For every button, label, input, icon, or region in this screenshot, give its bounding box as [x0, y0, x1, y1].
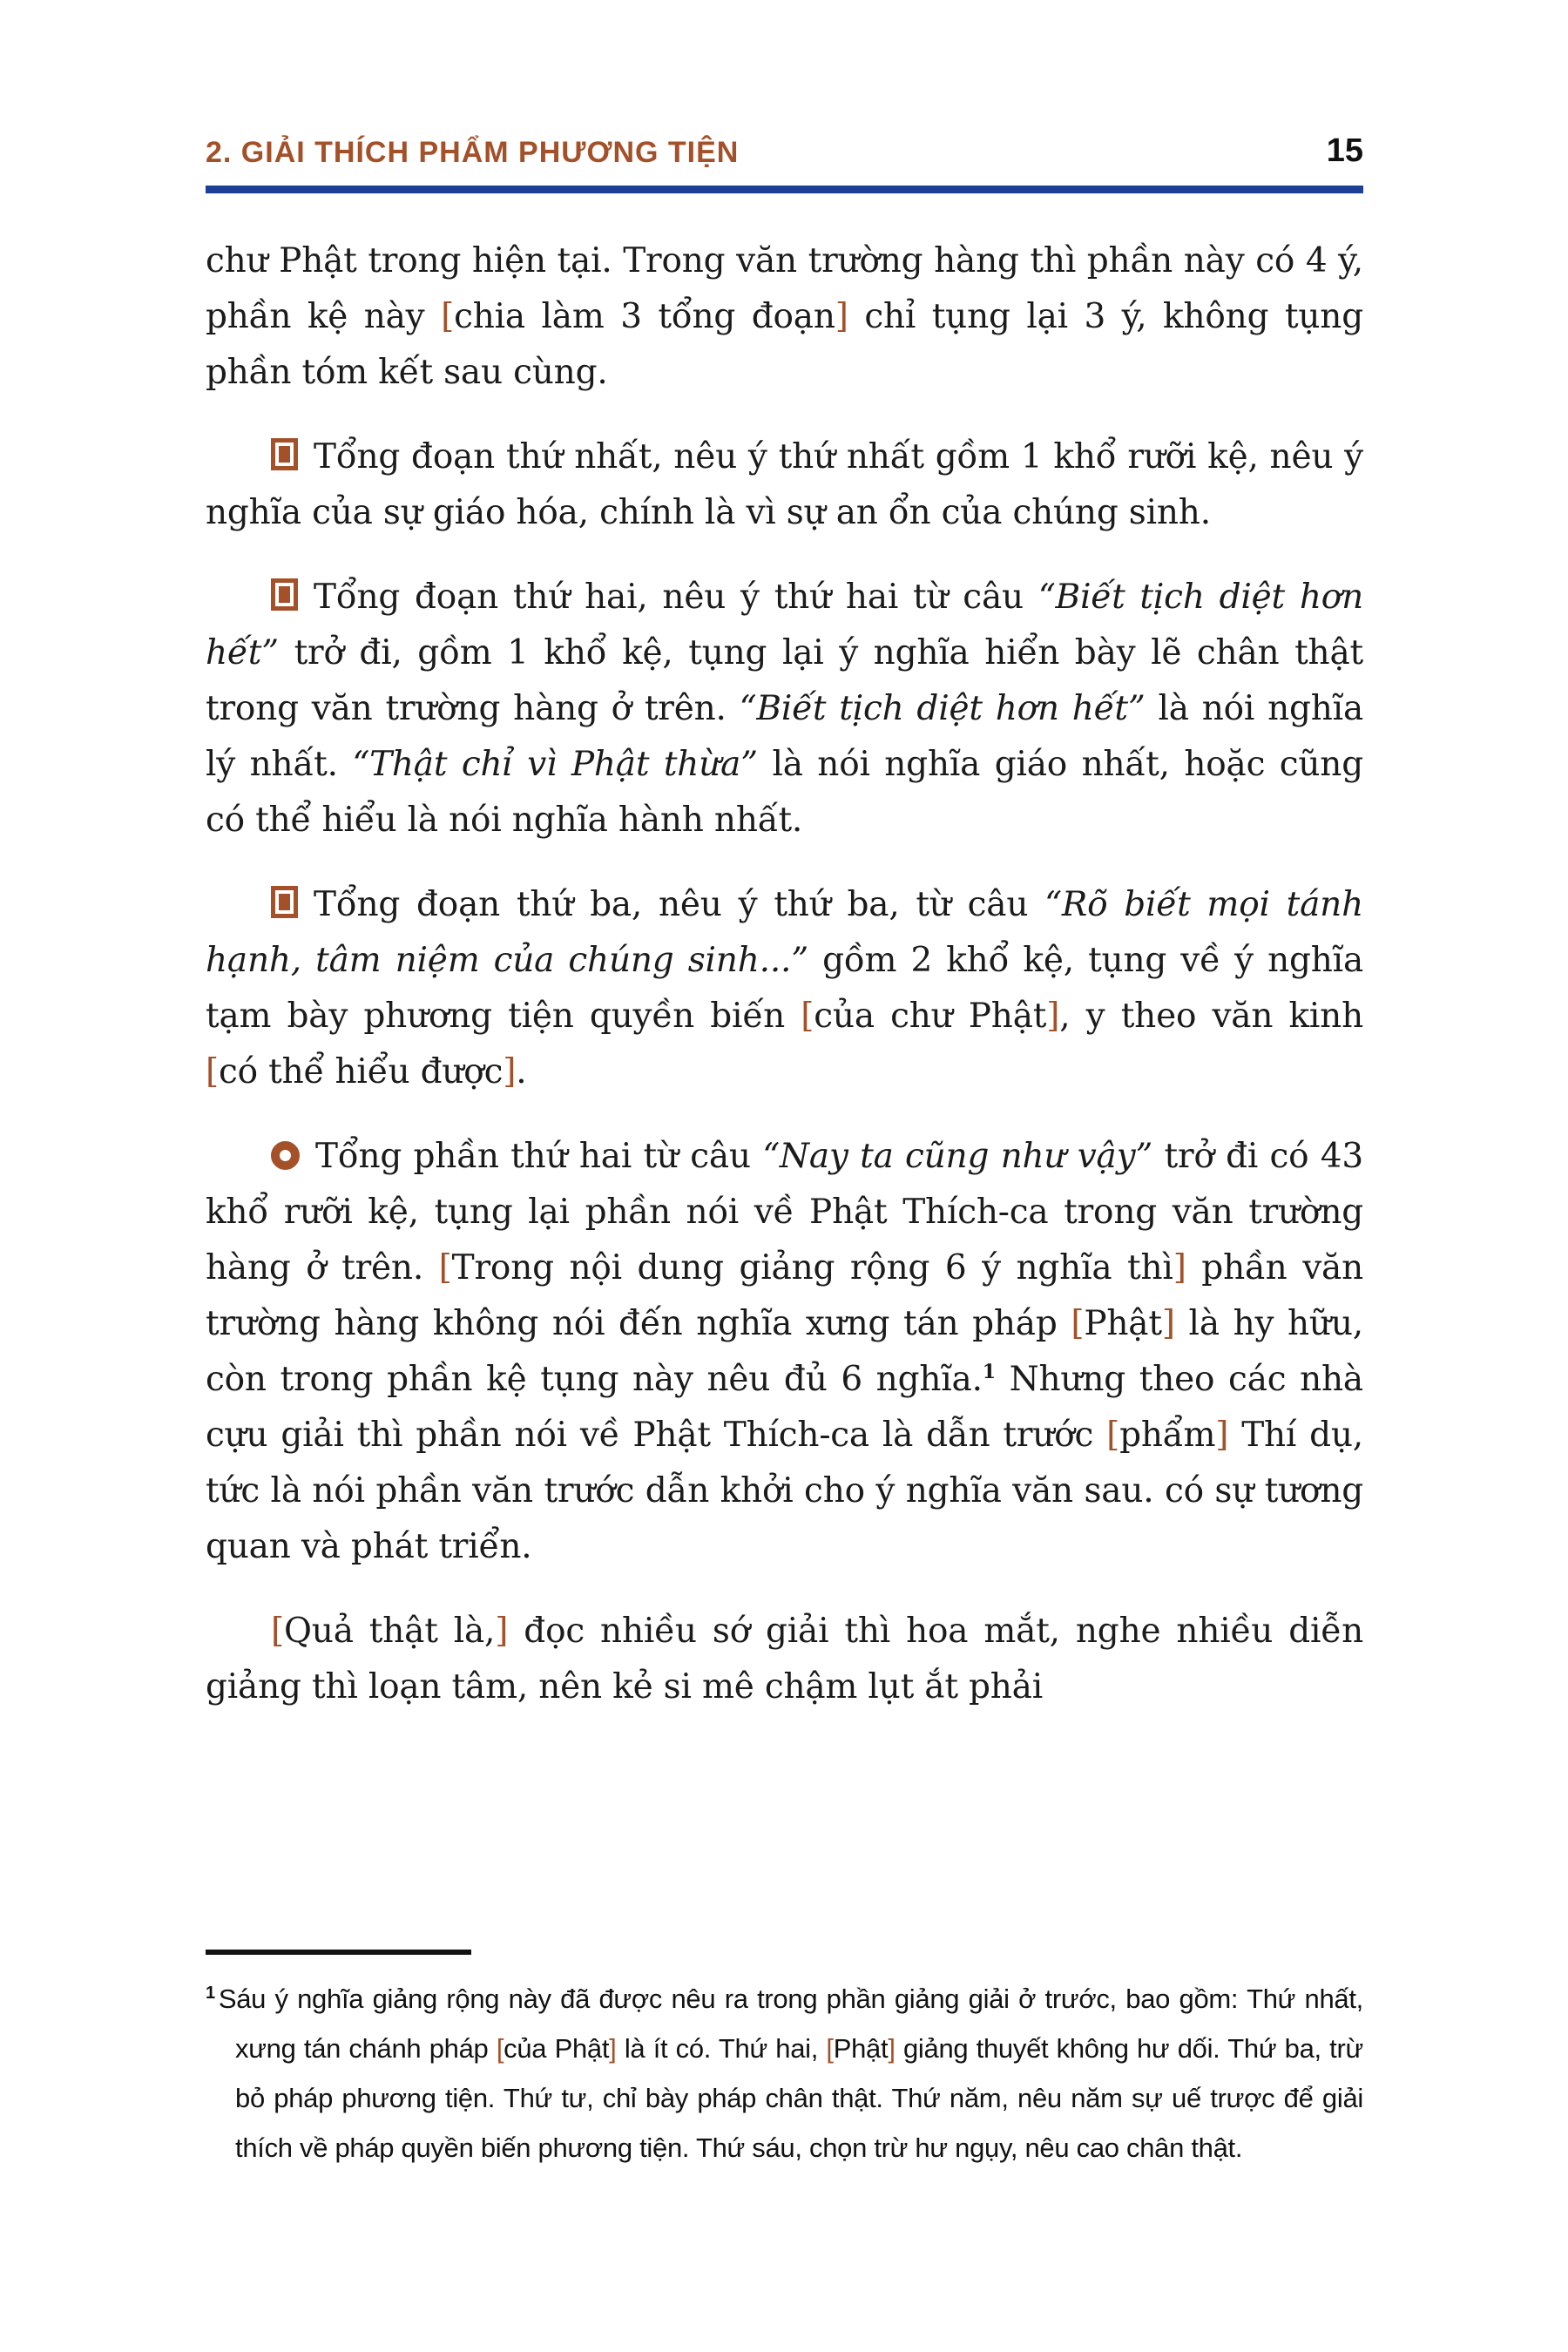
text-segment: Thí dụ, tức là nói phần văn trước dẫn khởi cho ý nghĩa văn sau. có sự tương quan và phát triển.: [206, 1416, 1363, 1566]
bracket-glyph: ]: [609, 2033, 617, 2064]
bracket-glyph: [: [206, 1052, 220, 1092]
body-text: [206, 233, 1363, 1744]
footnote-paragraph: [206, 1974, 1363, 2173]
text-segment: chư Phật trong hiện tại. Trong văn trường hàng thì phần này có 4 ý, phần kệ này: [206, 241, 1363, 336]
bracket-glyph: ]: [503, 1052, 517, 1092]
text-segment: Tổng đoạn thứ nhất, nêu ý thứ nhất gồm 1 khổ rưỡi kệ, nêu ý nghĩa của sự giáo hóa, chính là vì sự an ổn của chúng sinh.: [206, 437, 1363, 532]
quote-segment: “Thật chỉ vì Phật thừa”: [352, 745, 758, 784]
text-segment: Tổng đoạn thứ hai, nêu ý thứ hai từ câu: [314, 578, 1038, 617]
text-segment: Phật: [1084, 1304, 1162, 1343]
text-segment: của chư Phật: [814, 997, 1047, 1036]
bracket-glyph: [: [441, 297, 455, 336]
bracket-glyph: [: [826, 2033, 834, 2064]
text-segment: trở đi, gồm 1 khổ kệ, tụng lại ý nghĩa hiển bày lẽ chân thật trong văn trường hàng ở trên.: [206, 633, 1363, 728]
text-segment: là hy hữu, còn trong phần kệ tụng này nêu đủ 6 nghĩa.: [206, 1304, 1363, 1399]
quote-segment: “Biết tịch diệt hơn hết”: [739, 689, 1146, 728]
bracket-glyph: ]: [1215, 1416, 1229, 1455]
paragraph: [206, 1604, 1363, 1715]
quote-segment: “Nay ta cũng như vậy”: [762, 1137, 1153, 1176]
text-segment: Tổng phần thứ hai từ câu: [315, 1137, 763, 1176]
text-segment: đọc nhiều sớ giải thì hoa mắt, nghe nhiều diễn giảng thì loạn tâm, nên kẻ si mê chậm lụt ắt phải: [206, 1612, 1364, 1707]
paragraph: [206, 570, 1363, 848]
square-bullet-icon: [271, 886, 298, 918]
text-segment: là nói nghĩa giáo nhất, hoặc cũng có thể hiểu là nói nghĩa hành nhất.: [206, 745, 1363, 840]
text-segment: chia làm 3 tổng đoạn: [454, 297, 835, 336]
text-segment: là nói nghĩa lý nhất.: [206, 689, 1363, 784]
quote-segment: “Biết tịch diệt hơn hết”: [206, 578, 1363, 672]
bracket-glyph: ]: [1046, 997, 1060, 1036]
text-segment: phần văn trường hàng không nói đến nghĩa xưng tán pháp: [206, 1248, 1363, 1343]
footnote-marker: 1: [206, 1983, 215, 2003]
text-segment: của Phật: [504, 2033, 610, 2064]
text-segment: chỉ tụng lại 3 ý, không tụng phần tóm kết sau cùng.: [206, 297, 1363, 392]
bracket-glyph: [: [271, 1612, 285, 1651]
bracket-glyph: ]: [835, 297, 848, 336]
chapter-title: 2. GIẢI THÍCH PHẨM PHƯƠNG TIỆN: [206, 136, 740, 169]
text-segment: Nhưng theo các nhà cựu giải thì phần nói về Phật Thích-ca là dẫn trước: [206, 1360, 1363, 1455]
header-rule: [206, 186, 1363, 193]
bracket-glyph: ]: [1173, 1248, 1186, 1288]
text-segment: .: [516, 1052, 527, 1092]
paragraph: [206, 1129, 1363, 1575]
footnote-ref: 1: [982, 1361, 996, 1383]
bracket-glyph: [: [496, 2033, 504, 2064]
text-segment: gồm 2 khổ kệ, tụng về ý nghĩa tạm bày phương tiện quyền biến: [206, 941, 1364, 1036]
text-segment: Sáu ý nghĩa giảng rộng này đã được nêu ra trong phần giảng giải ở trước, bao gồm: Thứ nhất, xưng tán chánh pháp: [218, 1984, 1363, 2064]
text-segment: Trong nội dung giảng rộng 6 ý nghĩa thì: [451, 1248, 1173, 1288]
bracket-glyph: [: [438, 1248, 452, 1288]
bracket-glyph: ]: [1161, 1304, 1175, 1343]
bracket-glyph: [: [801, 997, 814, 1036]
square-bullet-icon: [271, 578, 298, 611]
text-segment: Tổng đoạn thứ ba, nêu ý thứ ba, từ câu: [314, 885, 1045, 924]
paragraph: [206, 233, 1363, 401]
text-segment: Phật: [833, 2033, 889, 2064]
quote-segment: “Rõ biết mọi tánh hạnh, tâm niệm của chúng sinh...”: [206, 885, 1363, 980]
paragraph: [206, 429, 1363, 541]
page-number: 15: [1326, 132, 1363, 169]
square-bullet-icon: [271, 438, 298, 470]
text-segment: Quả thật là,: [284, 1612, 496, 1651]
text-segment: trở đi có 43 khổ rưỡi kệ, tụng lại phần nói về Phật Thích-ca trong văn trường hàng ở trên.: [206, 1137, 1364, 1288]
footnote: [206, 1974, 1363, 2173]
bracket-glyph: ]: [495, 1612, 509, 1651]
bracket-glyph: [: [1071, 1304, 1085, 1343]
text-segment: giảng thuyết không hư dối. Thứ ba, trừ bỏ pháp phương tiện. Thứ tư, chỉ bày pháp chân thật. Thứ năm, nêu năm sự uế trược để giải thích về pháp quyền biến phương tiện. Thứ sáu, chọn trừ hư ngụy, nêu cao chân thật.: [235, 2033, 1363, 2163]
footnote-separator: [206, 1950, 471, 1955]
paragraph: [206, 877, 1363, 1100]
text-segment: là ít có. Thứ hai,: [616, 2033, 827, 2064]
bracket-glyph: ]: [888, 2033, 896, 2064]
text-segment: phẩm: [1119, 1416, 1216, 1455]
text-segment: có thể hiểu được: [219, 1052, 504, 1092]
circle-bullet-icon: [271, 1141, 300, 1170]
bracket-glyph: [: [1106, 1416, 1120, 1455]
text-segment: , y theo văn kinh: [1059, 997, 1363, 1036]
running-header: [206, 132, 1363, 170]
